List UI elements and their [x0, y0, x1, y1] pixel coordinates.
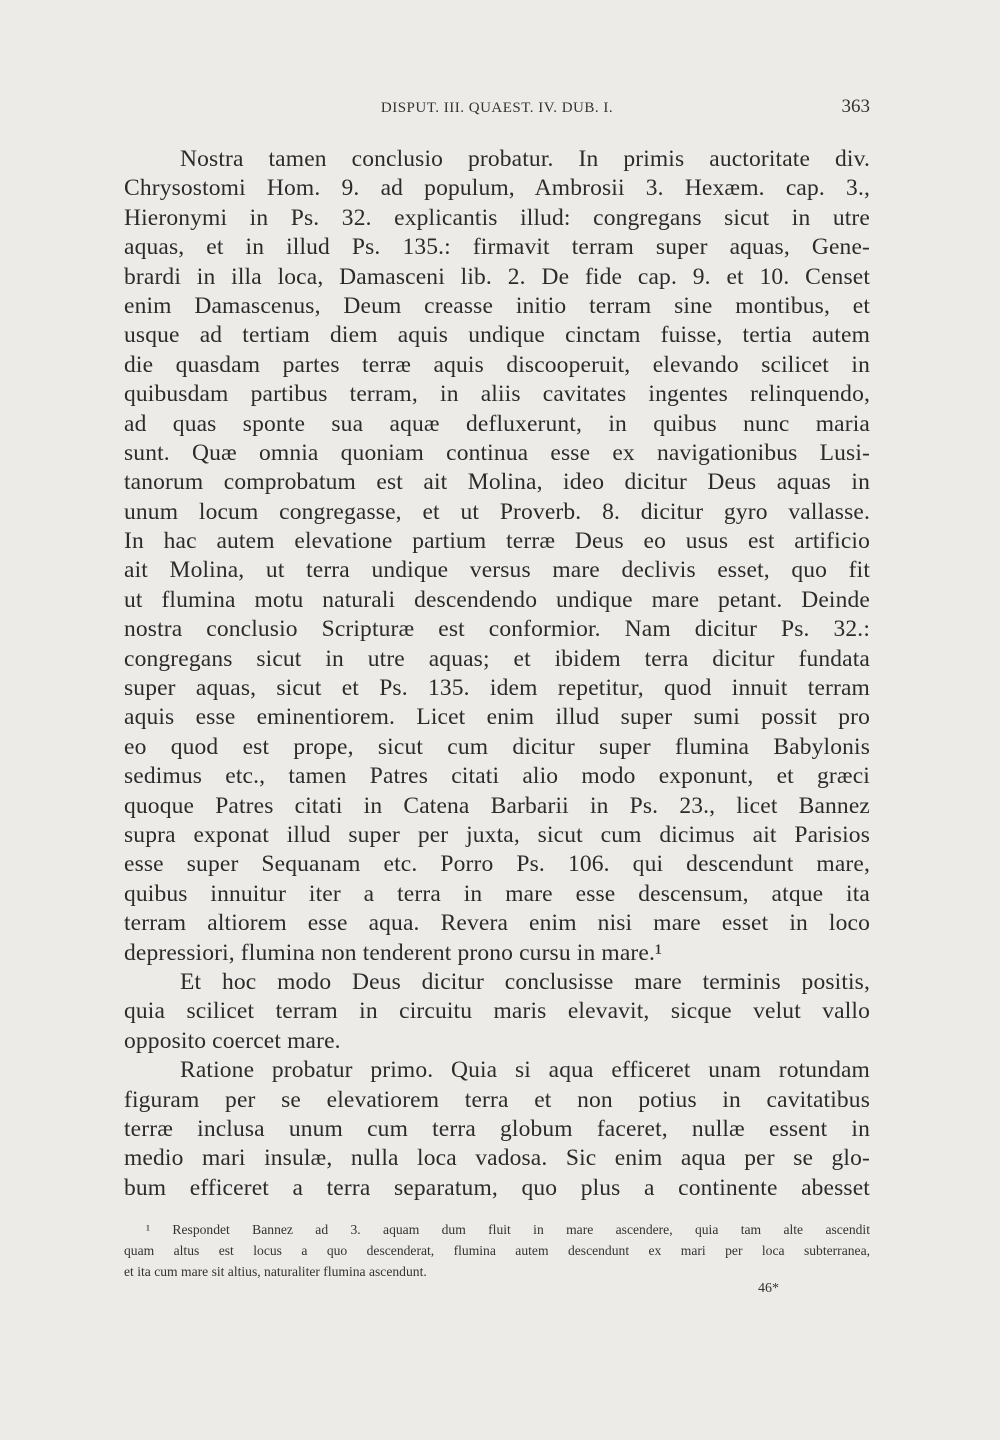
text-line: supra exponat illud super per juxta, sicut cum dicimus ait Parisios [124, 821, 870, 848]
text-line: ut flumina motu naturali descendendo undique mare petant. Deinde [124, 586, 870, 613]
text-line: esse super Sequanam etc. Porro Ps. 106. qui descendunt mare, [124, 851, 870, 878]
text-line: aquas, et in illud Ps. 135.: firmavit terram super aquas, Gene- [124, 234, 870, 261]
running-title: DISPUT. III. QUAEST. IV. DUB. I. [380, 100, 614, 116]
page-number: 363 [841, 96, 870, 117]
text-line: depressiori, flumina non tenderent prono cursu in mare.¹ [124, 939, 663, 966]
text-line: unum locum congregasse, et ut Proverb. 8. dicitur gyro vallasse. [124, 498, 870, 525]
text-line: congregans sicut in utre aquas; et ibidem terra dicitur fundata [124, 645, 870, 672]
text-line: Nostra tamen conclusio probatur. In primis auctoritate div. [180, 146, 870, 172]
text-line: ait Molina, ut terra undique versus mare declivis esset, quo fit [124, 557, 870, 584]
text-line: aquis esse eminentiorem. Licet enim illud super sumi possit pro [124, 704, 870, 731]
text-line: sunt. Quæ omnia quoniam continua esse ex navigationibus Lusi- [124, 439, 870, 466]
text-line: die quasdam partes terræ aquis discooperuit, elevando scilicet in [124, 351, 870, 378]
text-line: usque ad tertiam diem aquis undique cinctam fuisse, tertia autem [124, 322, 870, 349]
text-line: In hac autem elevatione partium terræ Deus eo usus est artificio [124, 528, 870, 555]
text-line: Chrysostomi Hom. 9. ad populum, Ambrosii 3. Hexæm. cap. 3., [124, 175, 870, 202]
text-line: brardi in illa loca, Damasceni lib. 2. De fide cap. 9. et 10. Censet [124, 263, 870, 290]
text-line: quia scilicet terram in circuitu maris elevavit, sicque velut vallo [124, 998, 870, 1025]
text-line: bum efficeret a terra separatum, quo plus a continente abesset [124, 1174, 870, 1201]
text-line: quoque Patres citati in Catena Barbarii in Ps. 23., licet Bannez [124, 792, 870, 819]
body-text [124, 145, 870, 1203]
text-line: eo quod est prope, sicut cum dicitur super flumina Babylonis [124, 733, 870, 760]
running-head [124, 96, 870, 126]
text-line: tanorum comprobatum est ait Molina, ideo dicitur Deus aquas in [124, 469, 870, 496]
text-line: sedimus etc., tamen Patres citati alio modo exponunt, et græci [124, 763, 870, 790]
text-line: Hieronymi in Ps. 32. explicantis illud: congregans sicut in utre [124, 204, 870, 231]
footnotes [124, 1219, 870, 1282]
text-line: terram altiorem esse aqua. Revera enim nisi mare esset in loco [124, 910, 870, 937]
text-line: medio mari insulæ, nulla loca vadosa. Sic enim aqua per se glo- [124, 1145, 870, 1172]
text-line: figuram per se elevatiorem terra et non potius in cavitatibus [124, 1086, 870, 1113]
footnote-line: et ita cum mare sit altius, naturaliter flumina ascendunt. [124, 1264, 427, 1279]
text-line: Ratione probatur primo. Quia si aqua efficeret unam rotundam [180, 1057, 870, 1084]
signature-mark: 46* [758, 1281, 779, 1296]
footnote-line: ¹ Respondet Bannez ad 3. aquam dum fluit in mare ascendere, quia tam alte ascendit [146, 1222, 870, 1237]
text-line: ad quas sponte sua aquæ defluxerunt, in quibus nunc maria [124, 410, 870, 437]
text-line: terræ inclusa unum cum terra globum faceret, nullæ essent in [124, 1115, 870, 1142]
text-line: enim Damascenus, Deum creasse initio terram sine montibus, et [124, 292, 870, 319]
text-line: opposito coercet mare. [124, 1027, 341, 1054]
text-line: quibusdam partibus terram, in aliis cavitates ingentes relinquendo, [124, 381, 870, 408]
text-line: super aquas, sicut et Ps. 135. idem repetitur, quod innuit terram [124, 675, 870, 702]
text-line: quibus innuitur iter a terra in mare esse descensum, atque ita [124, 880, 870, 907]
text-line: Et hoc modo Deus dicitur conclusisse mare terminis positis, [180, 968, 870, 995]
footnote-line: quam altus est locus a quo descenderat, flumina autem descendunt ex mari per loca subterranea, [124, 1243, 870, 1258]
text-line: nostra conclusio Scripturæ est conformior. Nam dicitur Ps. 32.: [124, 616, 870, 643]
